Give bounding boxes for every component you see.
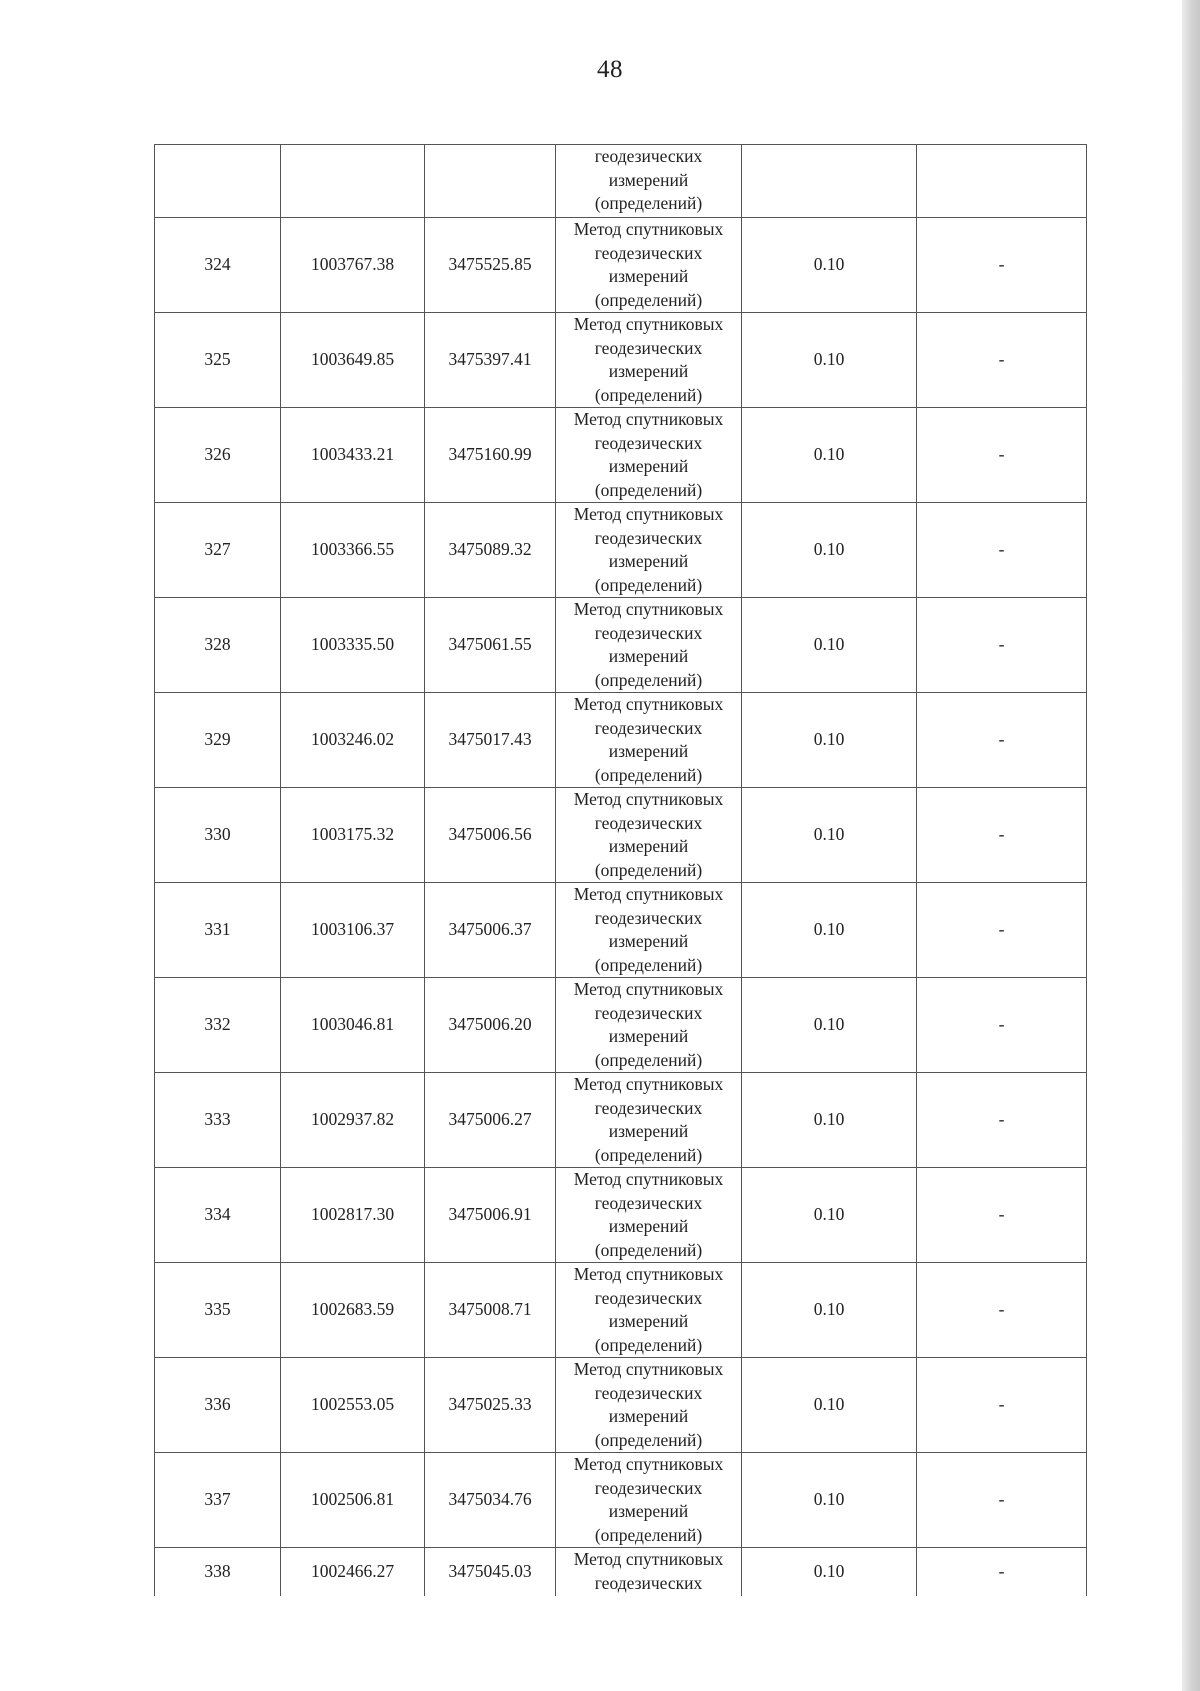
cell-point: 328 [155, 598, 281, 693]
cell-accuracy: 0.10 [742, 883, 917, 978]
cell-method: Метод спутниковых геодезических измерений (определений) [556, 978, 742, 1073]
table-row-continuation [155, 145, 1087, 218]
table-row [155, 218, 1087, 313]
cell-point: 326 [155, 408, 281, 503]
cell-x: 1003046.81 [281, 978, 425, 1073]
cell-note: - [917, 598, 1087, 693]
cell-accuracy: 0.10 [742, 978, 917, 1073]
table-row [155, 1168, 1087, 1263]
cell-point: 332 [155, 978, 281, 1073]
cell-x: 1003433.21 [281, 408, 425, 503]
cell-x: 1002506.81 [281, 1453, 425, 1548]
cell-y: 3475034.76 [425, 1453, 556, 1548]
table-row [155, 978, 1087, 1073]
cell-method: Метод спутниковых геодезических измерений (определений) [556, 598, 742, 693]
cell-point: 329 [155, 693, 281, 788]
cell-accuracy [742, 145, 917, 218]
cell-x: 1003335.50 [281, 598, 425, 693]
table-row [155, 1263, 1087, 1358]
cell-accuracy: 0.10 [742, 598, 917, 693]
cell-y: 3475525.85 [425, 218, 556, 313]
cell-method: Метод спутниковых геодезических измерений (определений) [556, 883, 742, 978]
cell-note: - [917, 788, 1087, 883]
cell-note: - [917, 1358, 1087, 1453]
coordinates-table [154, 144, 1087, 1596]
cell-x: 1002466.27 [281, 1548, 425, 1596]
page-edge-shadow [1182, 0, 1200, 1691]
cell-point: 337 [155, 1453, 281, 1548]
cell-note: - [917, 693, 1087, 788]
cell-y: 3475017.43 [425, 693, 556, 788]
table-row [155, 408, 1087, 503]
table-row [155, 693, 1087, 788]
cell-y: 3475045.03 [425, 1548, 556, 1596]
cell-note: - [917, 1073, 1087, 1168]
cell-point: 331 [155, 883, 281, 978]
cell-y: 3475006.56 [425, 788, 556, 883]
cell-y: 3475006.27 [425, 1073, 556, 1168]
cell-accuracy: 0.10 [742, 1548, 917, 1596]
cell-point: 327 [155, 503, 281, 598]
cell-y: 3475008.71 [425, 1263, 556, 1358]
cell-y: 3475089.32 [425, 503, 556, 598]
cell-note: - [917, 408, 1087, 503]
cell-point: 330 [155, 788, 281, 883]
table-row [155, 1453, 1087, 1548]
cell-accuracy: 0.10 [742, 1073, 917, 1168]
cell-x: 1003246.02 [281, 693, 425, 788]
cell-point: 333 [155, 1073, 281, 1168]
cell-note: - [917, 1263, 1087, 1358]
cell-y: 3475006.37 [425, 883, 556, 978]
table-row [155, 788, 1087, 883]
cell-point: 338 [155, 1548, 281, 1596]
cell-method: Метод спутниковых геодезических измерений (определений) [556, 503, 742, 598]
cell-x: 1003649.85 [281, 313, 425, 408]
table-row [155, 598, 1087, 693]
table-row [155, 1548, 1087, 1596]
cell-method: Метод спутниковых геодезических измерений (определений) [556, 1263, 742, 1358]
cell-accuracy: 0.10 [742, 408, 917, 503]
cell-note: - [917, 1168, 1087, 1263]
cell-point: 324 [155, 218, 281, 313]
cell-note: - [917, 883, 1087, 978]
table-row [155, 313, 1087, 408]
cell-x [281, 145, 425, 218]
cell-note: - [917, 1453, 1087, 1548]
cell-method: Метод спутниковых геодезических измерений (определений) [556, 1358, 742, 1453]
cell-method: Метод спутниковых геодезических измерений (определений) [556, 1073, 742, 1168]
cell-note [917, 145, 1087, 218]
cell-point: 336 [155, 1358, 281, 1453]
table-row [155, 503, 1087, 598]
cell-x: 1002817.30 [281, 1168, 425, 1263]
cell-x: 1002683.59 [281, 1263, 425, 1358]
cell-method: Метод спутниковых геодезических измерений (определений) [556, 693, 742, 788]
cell-method: Метод спутниковых геодезических измерений (определений) [556, 313, 742, 408]
cell-note: - [917, 978, 1087, 1073]
cell-accuracy: 0.10 [742, 1168, 917, 1263]
cell-accuracy: 0.10 [742, 693, 917, 788]
cell-y: 3475006.20 [425, 978, 556, 1073]
cell-accuracy: 0.10 [742, 1263, 917, 1358]
cell-x: 1002553.05 [281, 1358, 425, 1453]
cell-note: - [917, 503, 1087, 598]
cell-x: 1003175.32 [281, 788, 425, 883]
cell-accuracy: 0.10 [742, 313, 917, 408]
cell-accuracy: 0.10 [742, 218, 917, 313]
cell-point: 335 [155, 1263, 281, 1358]
cell-y: 3475061.55 [425, 598, 556, 693]
cell-accuracy: 0.10 [742, 1453, 917, 1548]
cell-method: Метод спутниковых геодезических измерений (определений) [556, 1168, 742, 1263]
cell-method: геодезических измерений (определений) [556, 145, 742, 218]
cell-y: 3475160.99 [425, 408, 556, 503]
cell-method: Метод спутниковых геодезических измерений (определений) [556, 1453, 742, 1548]
cell-y: 3475025.33 [425, 1358, 556, 1453]
table-row [155, 1358, 1087, 1453]
cell-x: 1002937.82 [281, 1073, 425, 1168]
cell-note: - [917, 1548, 1087, 1596]
cell-method: Метод спутниковых геодезических измерений (определений) [556, 218, 742, 313]
cell-note: - [917, 313, 1087, 408]
cell-method: Метод спутниковых геодезических измерений (определений) [556, 408, 742, 503]
cell-point [155, 145, 281, 218]
cell-x: 1003767.38 [281, 218, 425, 313]
cell-y: 3475397.41 [425, 313, 556, 408]
page-number: 48 [597, 56, 623, 83]
cell-accuracy: 0.10 [742, 503, 917, 598]
cell-point: 325 [155, 313, 281, 408]
cell-x: 1003106.37 [281, 883, 425, 978]
cell-y: 3475006.91 [425, 1168, 556, 1263]
cell-y [425, 145, 556, 218]
cell-note: - [917, 218, 1087, 313]
cell-method: Метод спутниковых геодезических измерений (определений) [556, 788, 742, 883]
cell-x: 1003366.55 [281, 503, 425, 598]
cell-point: 334 [155, 1168, 281, 1263]
table-body [155, 145, 1087, 1596]
table-row [155, 883, 1087, 978]
table-row [155, 1073, 1087, 1168]
cell-method: Метод спутниковых геодезических [556, 1548, 742, 1596]
cell-accuracy: 0.10 [742, 1358, 917, 1453]
cell-accuracy: 0.10 [742, 788, 917, 883]
